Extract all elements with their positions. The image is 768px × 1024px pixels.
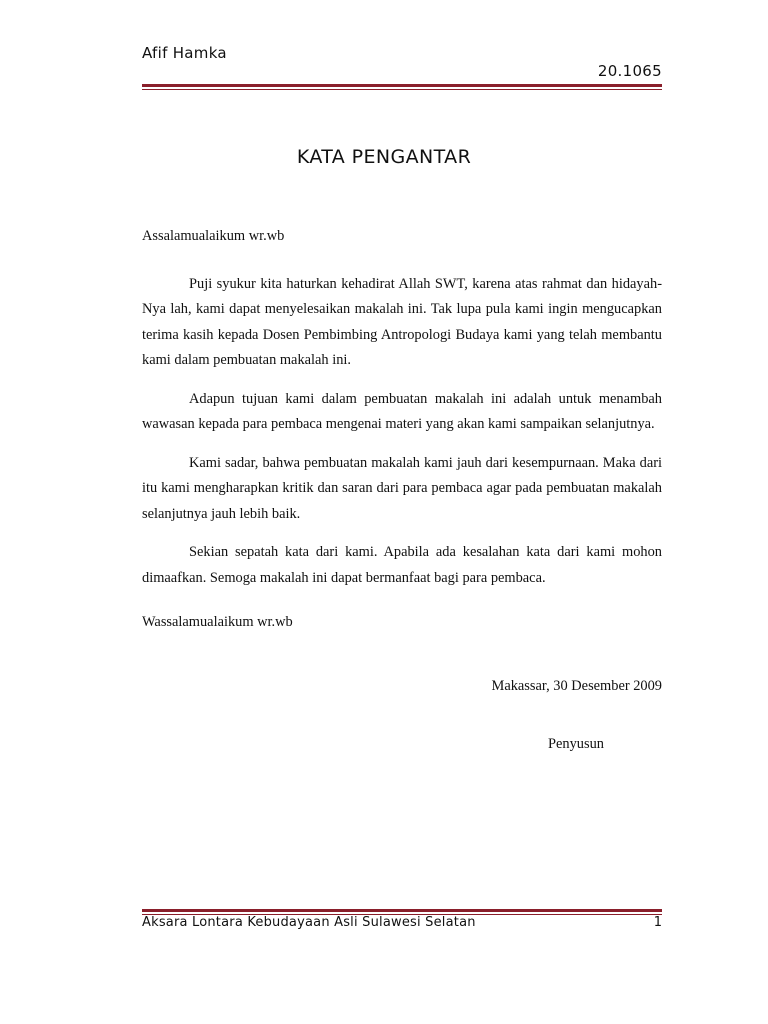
- signer: Penyusun: [548, 736, 604, 752]
- paragraph-4: Sekian sepatah kata dari kami. Apabila ada kesalahan kata dari kami mohon dimaafkan. Semoga makalah ini dapat bermanfaat bagi para pembaca.: [142, 544, 662, 586]
- header-student-id: 20.1065: [597, 62, 662, 80]
- footer-title: Aksara Lontara Kebudayaan Asli Sulawesi Selatan: [142, 915, 476, 930]
- header-author: Afif Hamka: [142, 44, 227, 62]
- header-divider-thick: [142, 84, 662, 87]
- place-date: Makassar, 30 Desember 2009: [491, 677, 662, 694]
- footer-divider-thick: [142, 909, 662, 912]
- page-number: 1: [653, 915, 662, 930]
- paragraph-2: Adapun tujuan kami dalam pembuatan makalah ini adalah untuk menambah wawasan kepada para pembaca mengenai materi yang akan kami sampaikan selanjutnya.: [142, 390, 662, 432]
- header-divider: [142, 84, 662, 90]
- page-title: KATA PENGANTAR: [296, 146, 472, 168]
- closing-greeting: Wassalamualaikum wr.wb: [142, 614, 293, 630]
- paragraph-1: Puji syukur kita haturkan kehadirat Allah SWT, karena atas rahmat dan hidayah-Nya lah, kami dapat menyelesaikan makalah ini. Tak lupa pula kami ingin mengucapkan terima kasih kepada Dosen Pembimbing Antropologi Budaya kami yang telah membantu kami dalam pembuatan makalah ini.: [142, 275, 662, 368]
- opening-greeting: Assalamualaikum wr.wb: [142, 228, 285, 244]
- document-body: [142, 224, 662, 758]
- header-divider-thin: [142, 89, 662, 90]
- paragraph-3: Kami sadar, bahwa pembuatan makalah kami jauh dari kesempurnaan. Maka dari itu kami mengharapkan kritik dan saran dari para pembaca agar pada pembuatan makalah selanjutnya jauh lebih baik.: [142, 454, 662, 522]
